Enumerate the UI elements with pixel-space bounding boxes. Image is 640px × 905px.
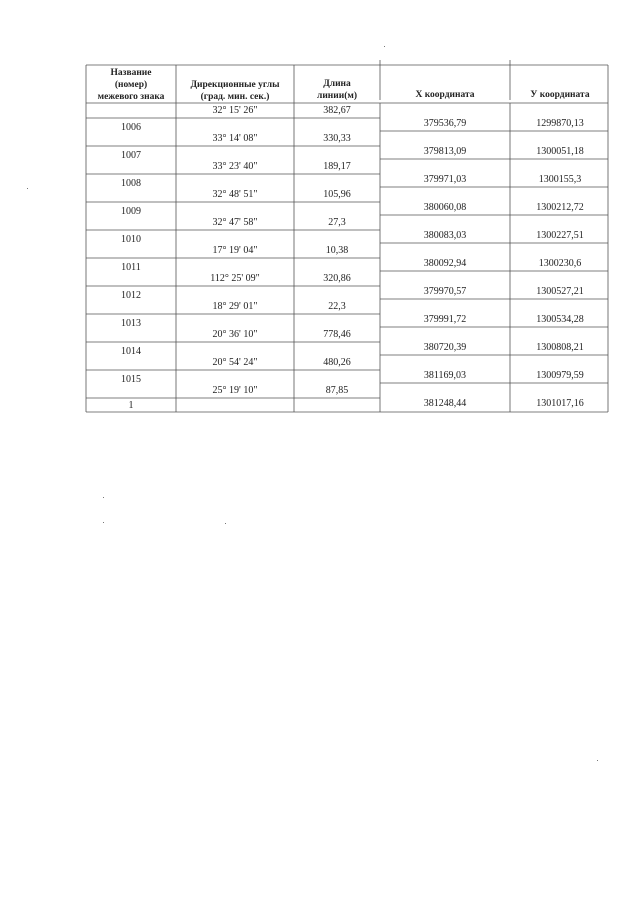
table-cell-length: 22,3 <box>328 301 346 312</box>
table-cell-length: 105,96 <box>323 189 351 200</box>
table-cell-x: 379991,72 <box>423 314 467 325</box>
table-cell-name: 1006 <box>121 122 141 133</box>
header-length-line2: линии(м) <box>316 91 358 101</box>
table-cell-length: 330,33 <box>323 133 351 144</box>
table-cell-angle: 32° 47' 58" <box>212 217 258 228</box>
table-cell-y: 1300155,3 <box>538 174 582 185</box>
table-cell-name: 1012 <box>121 290 141 301</box>
scan-speck <box>103 497 104 498</box>
table-cell-angle: 33° 14' 08" <box>212 133 258 144</box>
table-cell-y: 1300227,51 <box>536 230 584 241</box>
table-cell-x: 379813,09 <box>423 146 467 157</box>
scan-speck <box>27 188 28 189</box>
table-cell-y: 1301017,16 <box>536 398 584 409</box>
table-cell-x: 380720,39 <box>423 342 467 353</box>
table-cell-x: 380083,03 <box>423 230 467 241</box>
table-cell-y: 1300212,72 <box>536 202 584 213</box>
table-cell-y: 1300534,28 <box>536 314 584 325</box>
header-name-line1: Название <box>110 68 152 78</box>
table-cell-angle: 17° 19' 04" <box>212 245 258 256</box>
header-angle-line1: Дирекционные углы <box>190 80 280 90</box>
table-cell-y: 1300230,6 <box>538 258 582 269</box>
header-y-coordinate: У координата <box>530 90 590 100</box>
table-cell-angle: 32° 15' 26" <box>212 105 258 116</box>
table-cell-name: 1 <box>128 400 134 411</box>
table-cell-y: 1299870,13 <box>536 118 584 129</box>
table-cell-length: 480,26 <box>323 357 351 368</box>
scan-speck <box>384 46 385 47</box>
table-cell-angle: 20° 36' 10" <box>212 329 258 340</box>
table-cell-x: 381248,44 <box>423 398 467 409</box>
table-cell-angle: 18° 29' 01" <box>212 301 258 312</box>
header-angle-line2: (град. мин. сек.) <box>200 92 270 102</box>
table-cell-name: 1015 <box>121 374 141 385</box>
table-cell-x: 379536,79 <box>423 118 467 129</box>
table-cell-x: 379970,57 <box>423 286 467 297</box>
table-cell-y: 1300527,21 <box>536 286 584 297</box>
scan-speck <box>597 760 598 761</box>
table-cell-x: 380060,08 <box>423 202 467 213</box>
table-cell-length: 189,17 <box>323 161 351 172</box>
table-cell-y: 1300051,18 <box>536 146 584 157</box>
table-cell-name: 1007 <box>121 150 141 161</box>
table-cell-name: 1008 <box>121 178 141 189</box>
table-cell-length: 778,46 <box>323 329 351 340</box>
table-cell-angle: 112° 25' 09" <box>210 273 260 284</box>
header-x-coordinate: Х координата <box>415 90 475 100</box>
header-name-line3: межевого знака <box>97 92 165 102</box>
scan-speck <box>225 523 226 524</box>
table-cell-y: 1300979,59 <box>536 370 584 381</box>
table-cell-x: 379971,03 <box>423 174 467 185</box>
table-cell-length: 10,38 <box>325 245 349 256</box>
scan-speck <box>103 522 104 523</box>
table-cell-name: 1010 <box>121 234 141 245</box>
table-cell-name: 1013 <box>121 318 141 329</box>
table-cell-name: 1011 <box>121 262 141 273</box>
table-cell-angle: 32° 48' 51" <box>212 189 258 200</box>
table-cell-x: 381169,03 <box>423 370 467 381</box>
table-cell-name: 1014 <box>121 346 141 357</box>
table-cell-angle: 25° 19' 10" <box>212 385 258 396</box>
table-cell-angle: 20° 54' 24" <box>212 357 258 368</box>
table-cell-length: 382,67 <box>323 105 351 116</box>
table-cell-angle: 33° 23' 40" <box>212 161 258 172</box>
header-length-line1: Длина <box>323 79 351 89</box>
header-name-line2: (номер) <box>114 80 148 90</box>
table-cell-length: 87,85 <box>325 385 349 396</box>
table-cell-name: 1009 <box>121 206 141 217</box>
table-cell-length: 320,86 <box>323 273 351 284</box>
table-cell-length: 27,3 <box>328 217 346 228</box>
table-cell-x: 380092,94 <box>423 258 467 269</box>
table-cell-y: 1300808,21 <box>536 342 584 353</box>
